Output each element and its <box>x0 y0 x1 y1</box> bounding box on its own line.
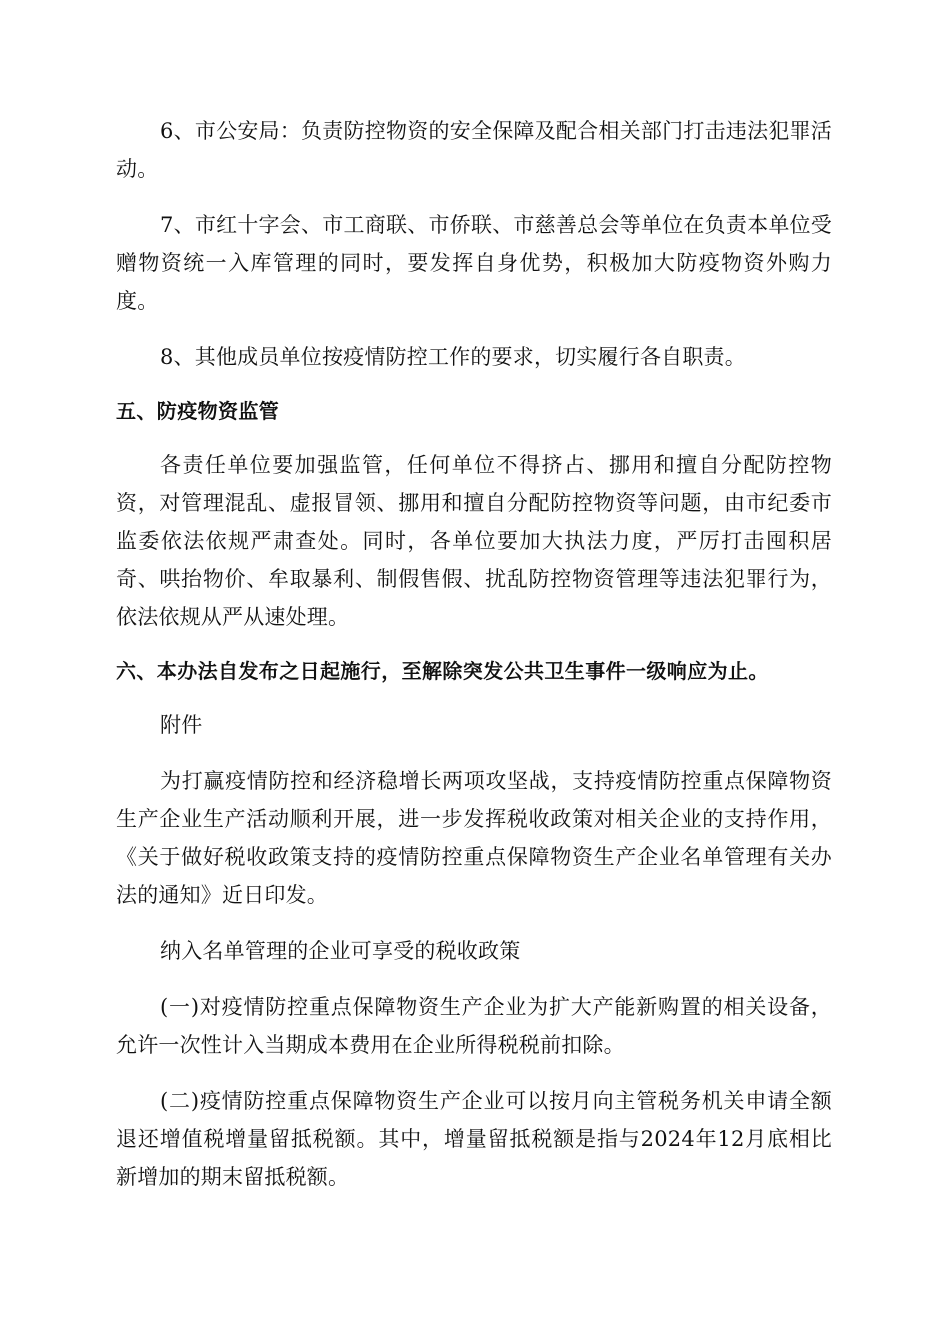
paragraph-policy-1: (一)对疫情防控重点保障物资生产企业为扩大产能新购置的相关设备，允许一次性计入当期成本费用在企业所得税税前扣除。 <box>116 995 832 1057</box>
paragraph-item-8: 8、其他成员单位按疫情防控工作的要求，切实履行各自职责。 <box>160 345 746 369</box>
paragraph-section-5: 各责任单位要加强监管，任何单位不得挤占、挪用和擅自分配防控物资，对管理混乱、虚报冒领、挪用和擅自分配防控物资等问题，由市纪委市监委依法依规严肃查处。同时，各单位要加大执法力度，严厉打击囤积居奇、哄抬物价、牟取暴利、制假售假、扰乱防控物资管理等违法犯罪行为，依法依规从严从速处理。 <box>116 453 832 629</box>
section-6-heading: 六、本办法自发布之日起施行，至解除突发公共卫生事件一级响应为止。 <box>116 659 769 683</box>
paragraph-policy-title: 纳入名单管理的企业可享受的税收政策 <box>160 939 521 963</box>
paragraph-intro: 为打赢疫情防控和经济稳增长两项攻坚战，支持疫情防控重点保障物资生产企业生产活动顺利开展，进一步发挥税收政策对相关企业的支持作用，《关于做好税收政策支持的疫情防控重点保障物资生产企业名单管理有关办法的通知》近日印发。 <box>116 769 832 907</box>
paragraph-policy-2: (二)疫情防控重点保障物资生产企业可以按月向主管税务机关申请全额退还增值税增量留抵税额。其中，增量留抵税额是指与2024年12月底相比新增加的期末留抵税额。 <box>116 1089 832 1189</box>
section-5-heading: 五、防疫物资监管 <box>116 399 280 423</box>
paragraph-item-7: 7、市红十字会、市工商联、市侨联、市慈善总会等单位在负责本单位受赠物资统一入库管理的同时，要发挥自身优势，积极加大防疫物资外购力度。 <box>116 213 832 313</box>
document-body <box>116 112 832 1196</box>
paragraph-attachment: 附件 <box>160 713 203 737</box>
paragraph-item-6: 6、市公安局：负责防控物资的安全保障及配合相关部门打击违法犯罪活动。 <box>116 119 832 181</box>
